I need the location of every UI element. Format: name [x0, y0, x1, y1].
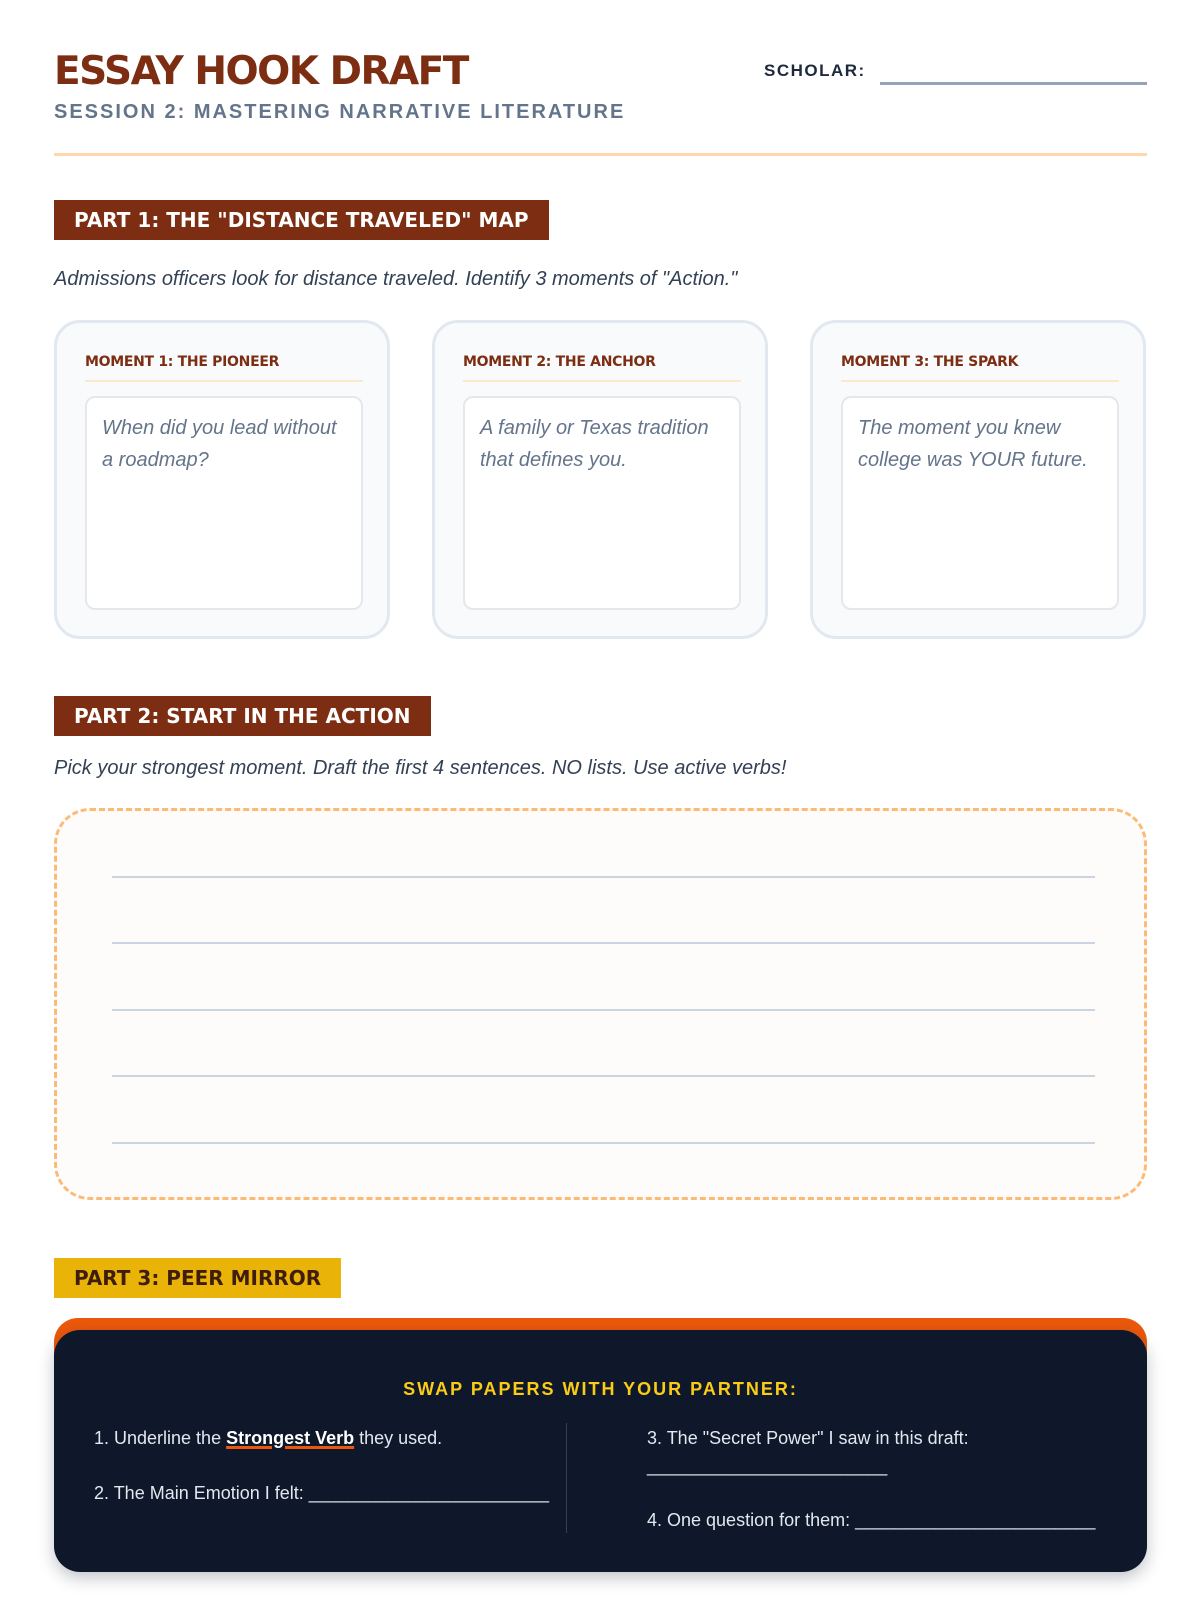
moment-card-2	[432, 320, 768, 639]
part2-instruction: Pick your strongest moment. Draft the first 4 sentences. NO lists. Use active verbs!	[54, 757, 787, 779]
page-title: ESSAY HOOK DRAFT	[54, 49, 468, 94]
scholar-name-field[interactable]	[880, 82, 1147, 85]
peer-item-4: 4. One question for them: ________________________	[647, 1510, 1096, 1530]
moment-prompt: The moment you knew college was YOUR future.	[858, 417, 1088, 471]
moment-card-1	[54, 320, 390, 639]
moment-prompt: A family or Texas tradition that defines you.	[480, 417, 709, 471]
peer-item-2: 2. The Main Emotion I felt: ________________________	[94, 1483, 550, 1503]
part2-heading: PART 2: START IN THE ACTION	[54, 696, 431, 736]
page-subtitle: SESSION 2: MASTERING NARRATIVE LITERATURE	[54, 101, 626, 123]
writing-line	[112, 876, 1095, 878]
writing-line	[112, 1009, 1095, 1011]
part1-heading: PART 1: THE "DISTANCE TRAVELED" MAP	[54, 200, 549, 240]
moment-answer-box[interactable]	[85, 396, 363, 610]
header-divider	[54, 153, 1147, 156]
part3-heading: PART 3: PEER MIRROR	[54, 1258, 341, 1298]
answer-blank[interactable]: ________________________	[855, 1510, 1096, 1530]
peer-item-3: 3. The "Secret Power" I saw in this draft: ________________________	[647, 1424, 1067, 1480]
worksheet-page	[54, 0, 1147, 1600]
strongest-verb-highlight: Strongest Verb	[226, 1428, 355, 1448]
moment-answer-box[interactable]	[463, 396, 741, 610]
part1-instruction: Admissions officers look for distance traveled. Identify 3 moments of "Action."	[54, 268, 738, 290]
answer-blank[interactable]: ________________________	[647, 1456, 888, 1476]
moment-card-3	[810, 320, 1146, 639]
peer-mirror-divider	[566, 1423, 567, 1533]
moment-prompt: When did you lead without a roadmap?	[102, 417, 337, 471]
moment-card-title: MOMENT 1: THE PIONEER	[85, 354, 363, 382]
answer-blank[interactable]: ________________________	[308, 1483, 550, 1503]
writing-line	[112, 942, 1095, 944]
writing-line	[112, 1142, 1095, 1144]
moment-card-title: MOMENT 2: THE ANCHOR	[463, 354, 741, 382]
draft-writing-area[interactable]	[54, 808, 1147, 1200]
peer-mirror-title: SWAP PAPERS WITH YOUR PARTNER:	[403, 1379, 798, 1399]
writing-line	[112, 1075, 1095, 1077]
moment-answer-box[interactable]	[841, 396, 1119, 610]
scholar-label: SCHOLAR:	[764, 61, 866, 80]
peer-item-1: 1. Underline the Strongest Verb they used.	[94, 1428, 443, 1448]
moment-card-title: MOMENT 3: THE SPARK	[841, 354, 1119, 382]
peer-mirror-panel	[54, 1330, 1147, 1572]
